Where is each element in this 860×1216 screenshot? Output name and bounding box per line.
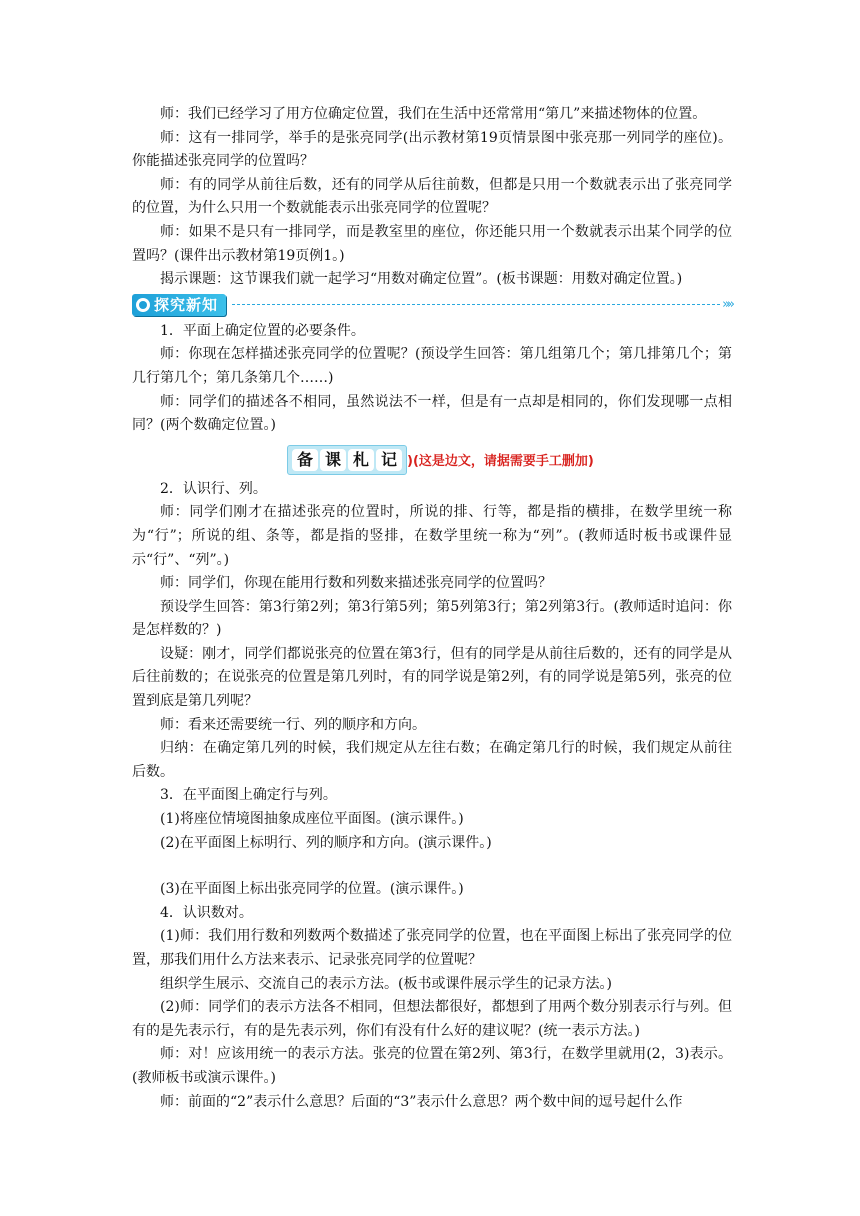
paragraph: 师：看来还需要统一行、列的顺序和方向。 — [160, 716, 426, 733]
paragraph: 师：你现在怎样描述张亮同学的位置呢？(预设学生回答：第几组第几个；第几排第几个；第几行第几个；第几条第几个……) — [132, 346, 732, 386]
spacer — [132, 855, 732, 878]
paragraph: 师：前面的“2”表示什么意思？后面的“3”表示什么意思？两个数中间的逗号起什么作 — [160, 1093, 683, 1110]
note-char: 札 — [348, 449, 374, 471]
paragraph: (1)师：我们用行数和列数两个数描述了张亮同学的位置，也在平面图上标出了张亮同学的位置，那我们用什么方法来表示、记录张亮同学的位置呢？ — [132, 928, 732, 968]
note-char: 备 — [292, 449, 318, 471]
paragraph: (2)在平面图上标明行、列的顺序和方向。(演示课件。) — [160, 834, 492, 851]
leaf-icon — [136, 298, 150, 312]
note-text: )(这是边文，请据需要手工删加) — [407, 454, 594, 470]
margin-note — [132, 442, 732, 478]
paragraph: (2)师：同学们的表示方法各不相同，但想法都很好，都想到了用两个数分别表示行与列。但有的是先表示行，有的是先表示列，你们有没有什么好的建议呢？(统一表示方法。) — [132, 999, 732, 1039]
paragraph: 预设学生回答：第3行第2列；第3行第5列；第5列第3行；第2列第3行。(教师适时追问：你是怎样数的？) — [132, 598, 732, 639]
paragraph: 师：这有一排同学，举手的是张亮同学(出示教材第19页情景图中张亮那一列同学的座位)。你能描述张亮同学的位置吗？ — [132, 129, 732, 170]
paragraph: (1)将座位情境图抽象成座位平面图。(演示课件。) — [160, 811, 464, 828]
paragraph: 归纳：在确定第几列的时候，我们规定从左往右数；在确定第几行的时候，我们规定从前往后数。 — [132, 740, 732, 780]
paragraph: 2．认识行、列。 — [160, 480, 267, 497]
paragraph: 师：有的同学从前往后数，还有的同学从后往前数，但都是只用一个数就表示出了张亮同学的位置，为什么只用一个数就能表示出张亮同学的位置呢？ — [132, 176, 732, 217]
paragraph: 揭示课题：这节课我们就一起学习“用数对确定位置”。(板书课题：用数对确定位置。) — [160, 271, 683, 288]
note-badge — [287, 445, 407, 475]
paragraph: 1．平面上确定位置的必要条件。 — [160, 322, 365, 339]
banner-divider — [232, 304, 720, 305]
paragraph: (3)在平面图上标出张亮同学的位置。(演示课件。) — [160, 881, 464, 898]
paragraph: 4．认识数对。 — [160, 904, 253, 921]
note-char: 课 — [320, 449, 346, 471]
intro-section — [132, 103, 732, 292]
banner-label: 探究新知 — [154, 296, 219, 315]
paragraph: 师：对！应该用统一的表示方法。张亮的位置在第2列、第3行，在数学里就用(2，3)表示。(教师板书或演示课件。) — [132, 1046, 732, 1086]
double-arrow-icon: »» — [722, 297, 732, 313]
paragraph: 师：我们已经学习了用方位确定位置，我们在生活中还常常用“第几”来描述物体的位置。 — [160, 106, 707, 122]
paragraph: 师：如果不是只有一排同学，而是教室里的座位，你还能只用一个数就表示出某个同学的位置吗？(课件出示教材第19页例1。) — [132, 223, 732, 264]
paragraph: 师：同学们的描述各不相同，虽然说法不一样，但是有一点却是相同的，你们发现哪一点相同？(两个数确定位置。) — [132, 393, 732, 434]
explore-section-1 — [132, 320, 732, 438]
paragraph: 师：同学们刚才在描述张亮的位置时，所说的排、行等，都是指的横排，在数学里统一称为“行”；所说的组、条等，都是指的竖排，在数学里统一称为“列”。(教师适时板书或课件显示“行”、“列”。) — [132, 504, 732, 568]
paragraph: 组织学生展示、交流自己的表示方法。(板书或课件展示学生的记录方法。) — [160, 975, 612, 992]
document-body — [132, 103, 732, 1114]
paragraph: 师：同学们，你现在能用行数和列数来描述张亮同学的位置吗？ — [160, 575, 552, 592]
note-char: 记 — [376, 449, 402, 471]
explore-section-2 — [132, 478, 732, 856]
banner-badge — [132, 294, 226, 316]
paragraph: 设疑：刚才，同学们都说张亮的位置在第3行，但有的同学是从前往后数的，还有的同学是从后往前数的；在说张亮的位置是第几列时，有的同学说是第2列，有的同学说是第5列，张亮的位置到底是第几列呢？ — [132, 645, 732, 710]
paragraph: 3．在平面图上确定行与列。 — [160, 787, 337, 804]
explore-section-3 — [132, 878, 732, 1114]
section-banner — [132, 292, 732, 318]
